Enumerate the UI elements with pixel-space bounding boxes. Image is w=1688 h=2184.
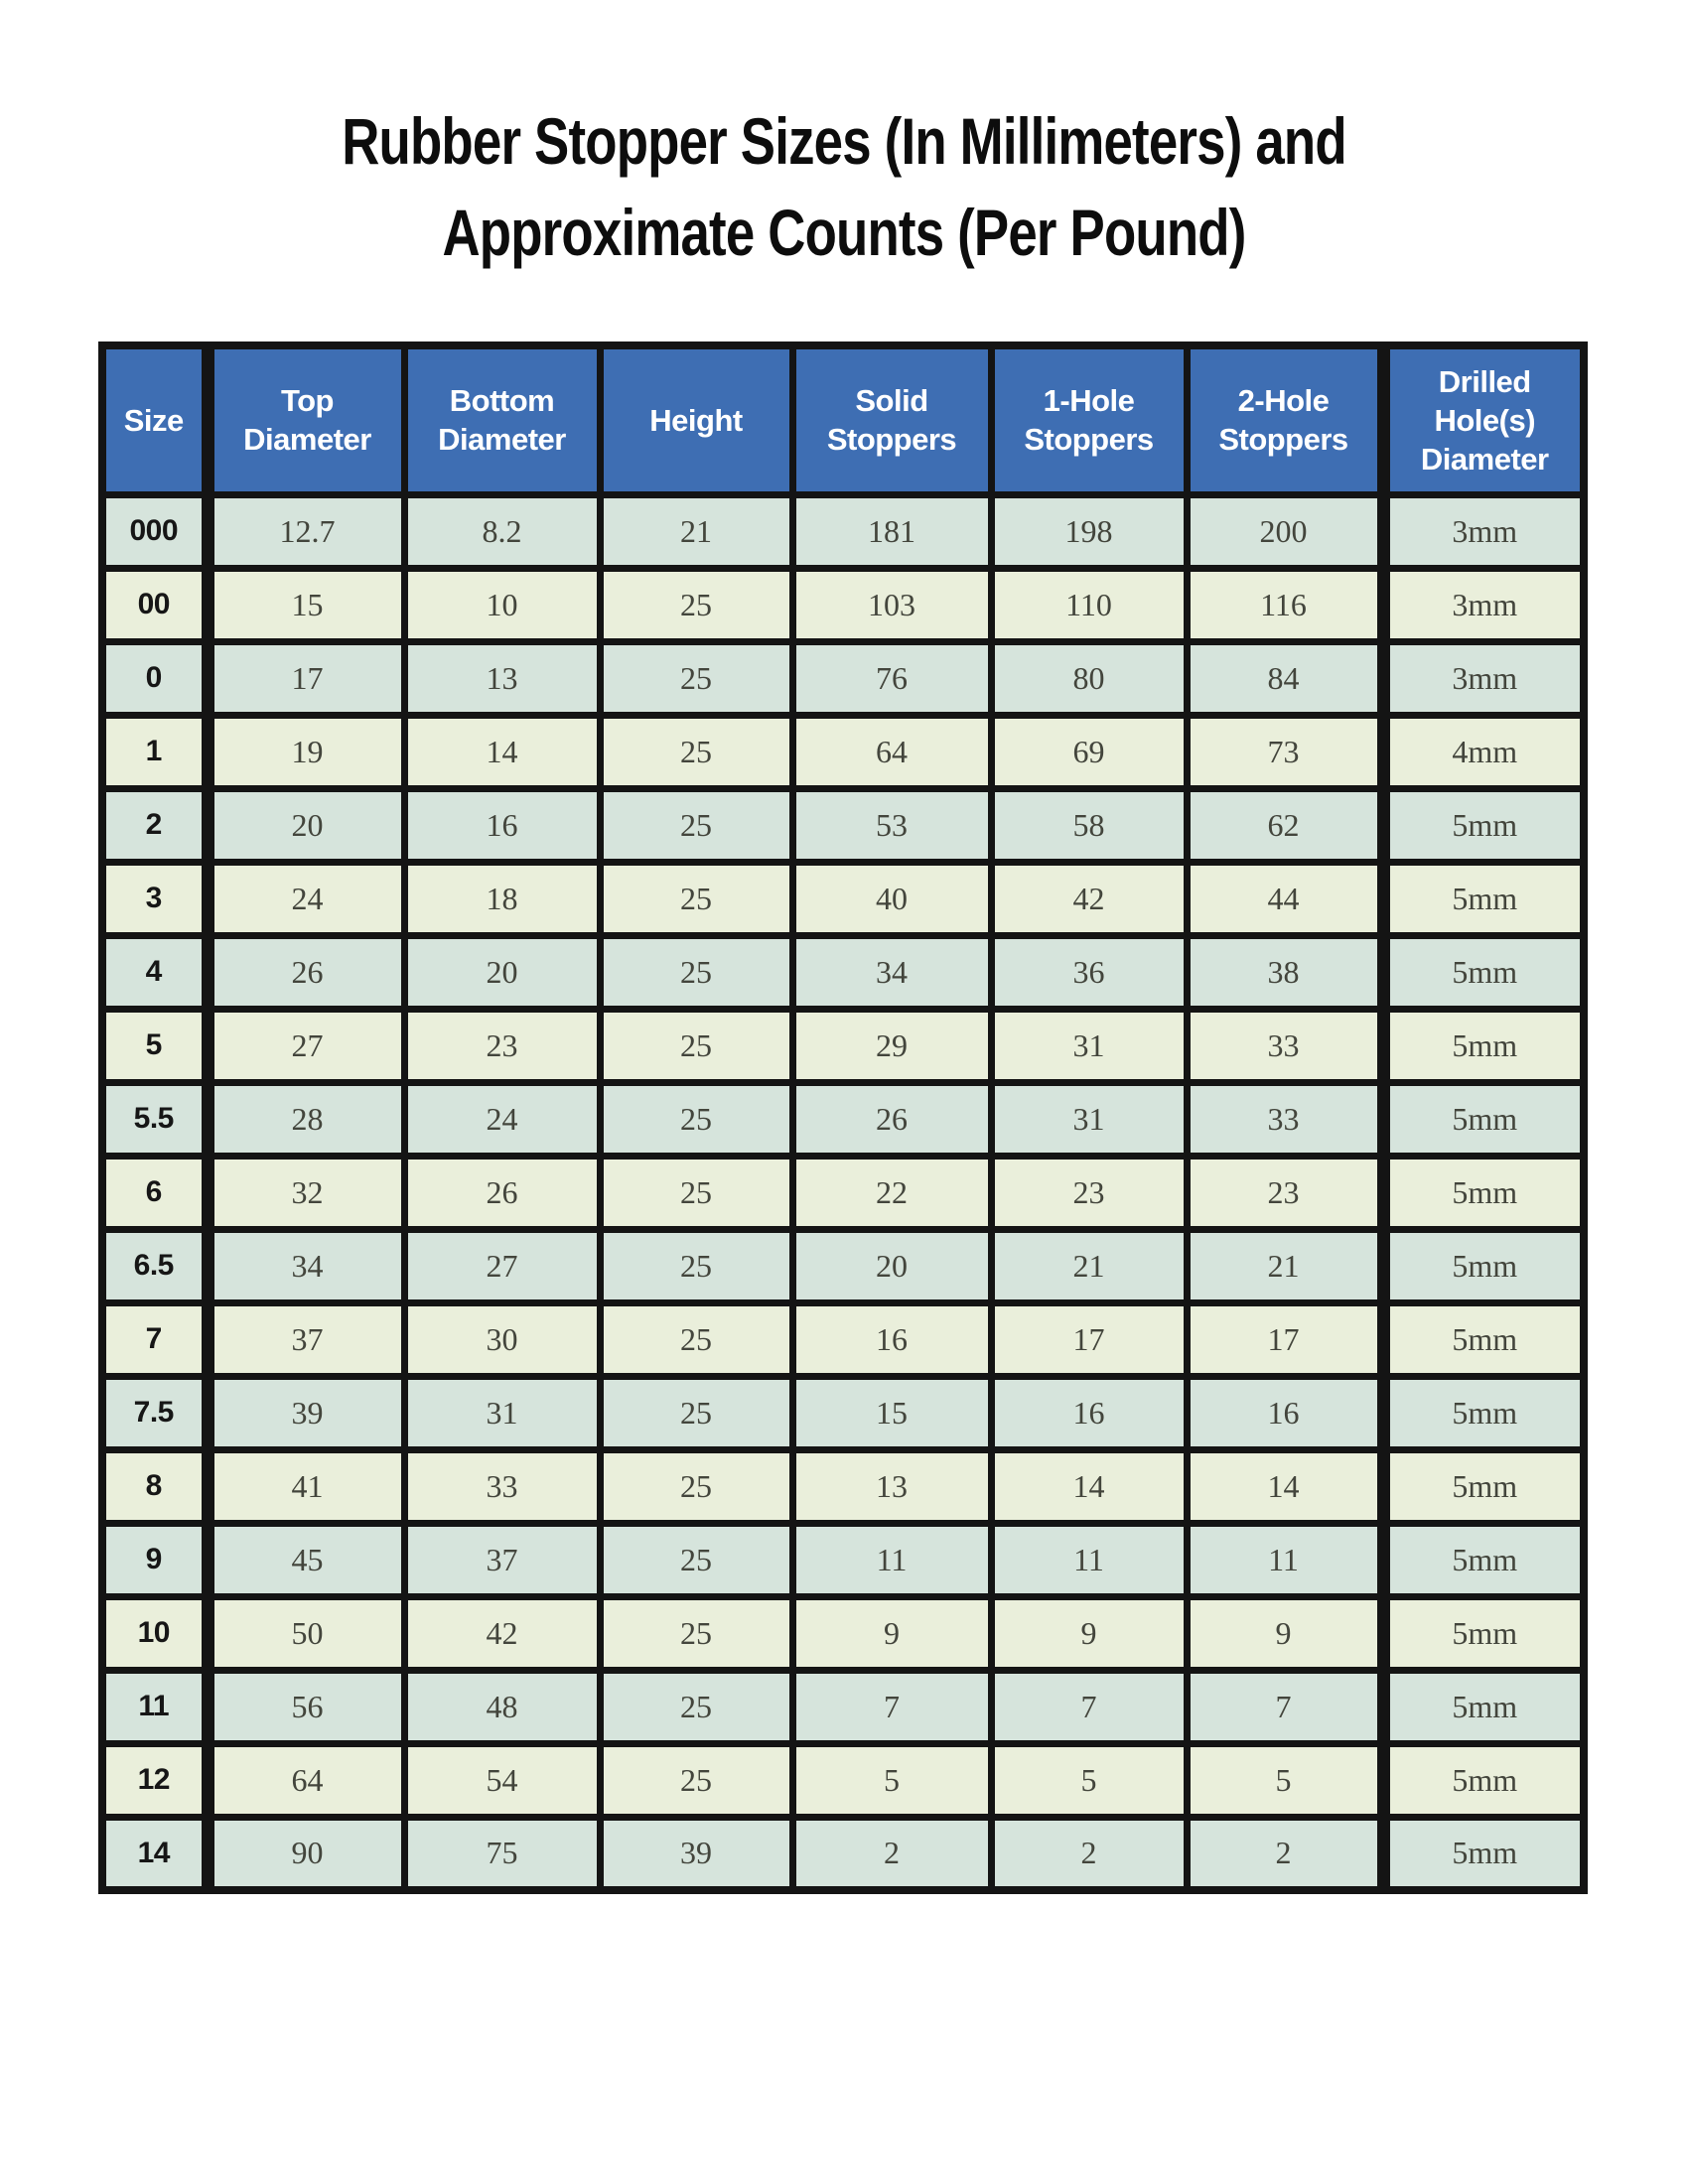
- size-cell: 5.5: [102, 1082, 208, 1156]
- value-cell: 16: [991, 1376, 1187, 1449]
- value-cell: 26: [792, 1082, 991, 1156]
- value-cell: 5mm: [1383, 1082, 1584, 1156]
- value-cell: 25: [600, 1156, 792, 1229]
- value-cell: 24: [208, 862, 404, 935]
- value-cell: 15: [208, 568, 404, 641]
- value-cell: 14: [1187, 1449, 1383, 1523]
- value-cell: 62: [1187, 788, 1383, 862]
- value-cell: 5mm: [1383, 1009, 1584, 1082]
- value-cell: 16: [1187, 1376, 1383, 1449]
- size-cell: 5: [102, 1009, 208, 1082]
- value-cell: 64: [792, 715, 991, 788]
- value-cell: 10: [404, 568, 600, 641]
- table-row: [102, 1009, 1584, 1082]
- value-cell: 21: [991, 1229, 1187, 1302]
- column-header-drilled-holes-diameter: Drilled Hole(s) Diameter: [1383, 345, 1584, 494]
- column-header-bottom-diameter: Bottom Diameter: [404, 345, 600, 494]
- value-cell: 25: [600, 1523, 792, 1596]
- value-cell: 25: [600, 1229, 792, 1302]
- value-cell: 40: [792, 862, 991, 935]
- value-cell: 14: [404, 715, 600, 788]
- value-cell: 25: [600, 1596, 792, 1670]
- size-cell: 000: [102, 494, 208, 568]
- column-header-top-diameter: Top Diameter: [208, 345, 404, 494]
- value-cell: 37: [404, 1523, 600, 1596]
- value-cell: 80: [991, 641, 1187, 715]
- value-cell: 27: [404, 1229, 600, 1302]
- value-cell: 56: [208, 1670, 404, 1743]
- value-cell: 76: [792, 641, 991, 715]
- value-cell: 5mm: [1383, 1817, 1584, 1890]
- value-cell: 5mm: [1383, 788, 1584, 862]
- value-cell: 27: [208, 1009, 404, 1082]
- size-cell: 8: [102, 1449, 208, 1523]
- value-cell: 8.2: [404, 494, 600, 568]
- value-cell: 25: [600, 1009, 792, 1082]
- value-cell: 31: [404, 1376, 600, 1449]
- header-row: [102, 345, 1584, 494]
- value-cell: 37: [208, 1302, 404, 1376]
- value-cell: 24: [404, 1082, 600, 1156]
- value-cell: 20: [792, 1229, 991, 1302]
- value-cell: 23: [991, 1156, 1187, 1229]
- value-cell: 54: [404, 1743, 600, 1817]
- value-cell: 41: [208, 1449, 404, 1523]
- value-cell: 17: [208, 641, 404, 715]
- value-cell: 5mm: [1383, 1376, 1584, 1449]
- table-row: [102, 1523, 1584, 1596]
- table-row: [102, 788, 1584, 862]
- table-row: [102, 1743, 1584, 1817]
- column-header-solid-stoppers: Solid Stoppers: [792, 345, 991, 494]
- value-cell: 25: [600, 715, 792, 788]
- value-cell: 7: [991, 1670, 1187, 1743]
- table-row: [102, 1302, 1584, 1376]
- value-cell: 34: [208, 1229, 404, 1302]
- size-cell: 6: [102, 1156, 208, 1229]
- value-cell: 23: [404, 1009, 600, 1082]
- table-row: [102, 1082, 1584, 1156]
- page-title-line-1: Rubber Stopper Sizes (In Millimeters) and: [342, 104, 1346, 178]
- value-cell: 2: [1187, 1817, 1383, 1890]
- size-cell: 9: [102, 1523, 208, 1596]
- table-row: [102, 1449, 1584, 1523]
- value-cell: 5: [991, 1743, 1187, 1817]
- value-cell: 5mm: [1383, 1156, 1584, 1229]
- value-cell: 198: [991, 494, 1187, 568]
- value-cell: 7: [1187, 1670, 1383, 1743]
- value-cell: 73: [1187, 715, 1383, 788]
- value-cell: 5mm: [1383, 862, 1584, 935]
- size-cell: 7: [102, 1302, 208, 1376]
- value-cell: 17: [1187, 1302, 1383, 1376]
- value-cell: 22: [792, 1156, 991, 1229]
- value-cell: 5mm: [1383, 1302, 1584, 1376]
- value-cell: 17: [991, 1302, 1187, 1376]
- value-cell: 25: [600, 935, 792, 1009]
- column-header-height: Height: [600, 345, 792, 494]
- value-cell: 5mm: [1383, 1229, 1584, 1302]
- value-cell: 4mm: [1383, 715, 1584, 788]
- value-cell: 2: [991, 1817, 1187, 1890]
- value-cell: 13: [404, 641, 600, 715]
- value-cell: 19: [208, 715, 404, 788]
- table-row: [102, 1376, 1584, 1449]
- size-cell: 1: [102, 715, 208, 788]
- value-cell: 7: [792, 1670, 991, 1743]
- value-cell: 25: [600, 1670, 792, 1743]
- value-cell: 12.7: [208, 494, 404, 568]
- value-cell: 31: [991, 1009, 1187, 1082]
- value-cell: 38: [1187, 935, 1383, 1009]
- value-cell: 31: [991, 1082, 1187, 1156]
- value-cell: 69: [991, 715, 1187, 788]
- table-row: [102, 1596, 1584, 1670]
- value-cell: 2: [792, 1817, 991, 1890]
- value-cell: 26: [208, 935, 404, 1009]
- table-body: [102, 494, 1584, 1890]
- value-cell: 21: [1187, 1229, 1383, 1302]
- table-row: [102, 494, 1584, 568]
- size-cell: 10: [102, 1596, 208, 1670]
- value-cell: 42: [404, 1596, 600, 1670]
- value-cell: 5mm: [1383, 1596, 1584, 1670]
- value-cell: 25: [600, 641, 792, 715]
- value-cell: 5: [1187, 1743, 1383, 1817]
- value-cell: 25: [600, 1376, 792, 1449]
- size-cell: 00: [102, 568, 208, 641]
- size-cell: 4: [102, 935, 208, 1009]
- value-cell: 9: [792, 1596, 991, 1670]
- value-cell: 11: [991, 1523, 1187, 1596]
- value-cell: 39: [208, 1376, 404, 1449]
- table-row: [102, 1156, 1584, 1229]
- value-cell: 28: [208, 1082, 404, 1156]
- value-cell: 64: [208, 1743, 404, 1817]
- page-title: [0, 95, 1688, 278]
- value-cell: 58: [991, 788, 1187, 862]
- value-cell: 5: [792, 1743, 991, 1817]
- value-cell: 34: [792, 935, 991, 1009]
- value-cell: 25: [600, 1302, 792, 1376]
- value-cell: 25: [600, 1743, 792, 1817]
- value-cell: 42: [991, 862, 1187, 935]
- size-cell: 12: [102, 1743, 208, 1817]
- value-cell: 13: [792, 1449, 991, 1523]
- value-cell: 23: [1187, 1156, 1383, 1229]
- value-cell: 33: [1187, 1009, 1383, 1082]
- value-cell: 90: [208, 1817, 404, 1890]
- value-cell: 5mm: [1383, 1670, 1584, 1743]
- value-cell: 200: [1187, 494, 1383, 568]
- value-cell: 16: [792, 1302, 991, 1376]
- value-cell: 53: [792, 788, 991, 862]
- size-cell: 3: [102, 862, 208, 935]
- value-cell: 30: [404, 1302, 600, 1376]
- value-cell: 25: [600, 1449, 792, 1523]
- size-cell: 6.5: [102, 1229, 208, 1302]
- size-cell: 14: [102, 1817, 208, 1890]
- value-cell: 29: [792, 1009, 991, 1082]
- size-cell: 11: [102, 1670, 208, 1743]
- table-row: [102, 641, 1584, 715]
- value-cell: 5mm: [1383, 1743, 1584, 1817]
- value-cell: 5mm: [1383, 1449, 1584, 1523]
- value-cell: 20: [404, 935, 600, 1009]
- value-cell: 116: [1187, 568, 1383, 641]
- table-row: [102, 715, 1584, 788]
- size-cell: 0: [102, 641, 208, 715]
- value-cell: 48: [404, 1670, 600, 1743]
- value-cell: 9: [991, 1596, 1187, 1670]
- value-cell: 45: [208, 1523, 404, 1596]
- table-row: [102, 568, 1584, 641]
- value-cell: 16: [404, 788, 600, 862]
- table-row: [102, 862, 1584, 935]
- value-cell: 20: [208, 788, 404, 862]
- value-cell: 14: [991, 1449, 1187, 1523]
- size-cell: 7.5: [102, 1376, 208, 1449]
- size-cell: 2: [102, 788, 208, 862]
- stopper-size-table: [98, 341, 1588, 1894]
- table-row: [102, 1229, 1584, 1302]
- page-title-line-2: Approximate Counts (Per Pound): [442, 196, 1246, 269]
- value-cell: 18: [404, 862, 600, 935]
- value-cell: 25: [600, 568, 792, 641]
- value-cell: 11: [1187, 1523, 1383, 1596]
- value-cell: 39: [600, 1817, 792, 1890]
- table-row: [102, 1817, 1584, 1890]
- value-cell: 33: [404, 1449, 600, 1523]
- value-cell: 110: [991, 568, 1187, 641]
- value-cell: 15: [792, 1376, 991, 1449]
- value-cell: 44: [1187, 862, 1383, 935]
- value-cell: 3mm: [1383, 568, 1584, 641]
- column-header-two-hole-stoppers: 2-Hole Stoppers: [1187, 345, 1383, 494]
- value-cell: 50: [208, 1596, 404, 1670]
- value-cell: 25: [600, 862, 792, 935]
- value-cell: 84: [1187, 641, 1383, 715]
- value-cell: 32: [208, 1156, 404, 1229]
- value-cell: 21: [600, 494, 792, 568]
- value-cell: 5mm: [1383, 1523, 1584, 1596]
- value-cell: 3mm: [1383, 641, 1584, 715]
- value-cell: 25: [600, 1082, 792, 1156]
- table-row: [102, 935, 1584, 1009]
- value-cell: 36: [991, 935, 1187, 1009]
- column-header-size: Size: [102, 345, 208, 494]
- value-cell: 9: [1187, 1596, 1383, 1670]
- column-header-one-hole-stoppers: 1-Hole Stoppers: [991, 345, 1187, 494]
- value-cell: 181: [792, 494, 991, 568]
- value-cell: 5mm: [1383, 935, 1584, 1009]
- value-cell: 11: [792, 1523, 991, 1596]
- value-cell: 26: [404, 1156, 600, 1229]
- value-cell: 3mm: [1383, 494, 1584, 568]
- value-cell: 103: [792, 568, 991, 641]
- value-cell: 25: [600, 788, 792, 862]
- value-cell: 33: [1187, 1082, 1383, 1156]
- value-cell: 75: [404, 1817, 600, 1890]
- table-row: [102, 1670, 1584, 1743]
